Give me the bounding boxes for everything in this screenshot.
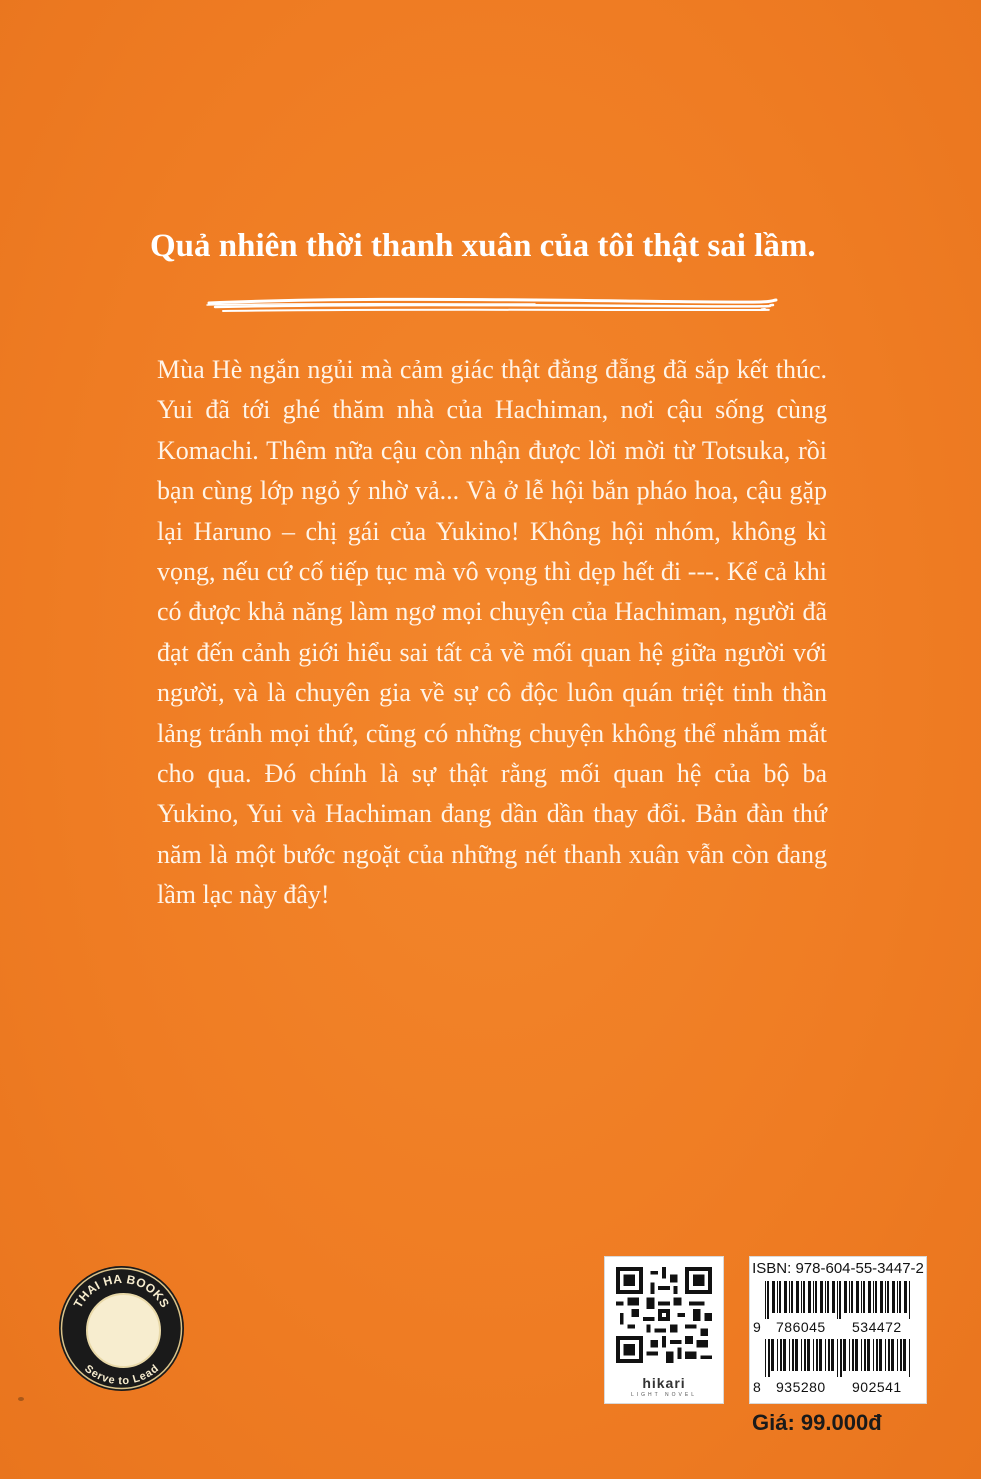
scribble-divider <box>205 294 780 318</box>
ean-barcode <box>761 1339 915 1377</box>
hikari-brand: hikari <box>642 1375 686 1391</box>
price-label: Giá: 99.000đ <box>752 1410 882 1435</box>
barcode2-right-digits: 902541 <box>852 1379 902 1395</box>
isbn-label: ISBN: 978-604-55-3447-2 <box>752 1260 924 1277</box>
publisher-logo <box>59 1266 184 1391</box>
print-speck <box>18 1397 24 1401</box>
barcode2-first-digit: 8 <box>753 1379 762 1395</box>
logo-ring-bottom-text: Serve to Lead <box>82 1362 161 1388</box>
hikari-subtitle: LIGHT NOVEL <box>631 1392 697 1398</box>
barcode1-first-digit: 9 <box>753 1319 762 1335</box>
qr-panel <box>604 1256 724 1404</box>
barcode1-right-digits: 534472 <box>852 1319 902 1335</box>
cover-tagline: Quả nhiên thời thanh xuân của tôi thật sai lầm. <box>150 228 816 264</box>
cover-blurb: Mùa Hè ngắn ngủi mà cảm giác thật đằng đẵng đã sắp kết thúc. Yui đã tới ghé thăm nhà của Hachiman, nơi cậu sống cùng Komachi. Thêm nữa cậu còn nhận được lời mời từ Totsuka, rồi bạn cùng lớp ngỏ ý nhờ vả... Và ở lễ hội bắn pháo hoa, cậu gặp lại Haruno – chị gái của Yukino! Không hội nhóm, không kì vọng, nếu cứ cố tiếp tục mà vô vọng thì dẹp hết đi ---. Kể cả khi có được khả năng làm ngơ mọi chuyện của Hachiman, người đã đạt đến cảnh giới hiểu sai tất cả về mối quan hệ giữa người với người, và là chuyên gia về sự cô độc luôn quán triệt tinh thần lảng tránh mọi thứ, cũng có những chuyện không thể nhắm mắt cho qua. Đó chính là sự thật rằng mối quan hệ của bộ ba Yukino, Yui và Hachiman đang dần dần thay đổi. Bản đàn thứ năm là một bước ngoặt của những nét thanh xuân vẫn còn đang lầm lạc này đây! <box>157 355 827 910</box>
isbn-panel <box>749 1256 927 1404</box>
logo-ring-top-text: THAI HA BOOKS <box>70 1271 173 1311</box>
isbn-barcode <box>761 1281 915 1319</box>
qr-code-icon <box>616 1267 712 1363</box>
barcode2-left-digits: 935280 <box>776 1379 826 1395</box>
logo-inner-disc <box>86 1293 161 1368</box>
barcode1-left-digits: 786045 <box>776 1319 826 1335</box>
